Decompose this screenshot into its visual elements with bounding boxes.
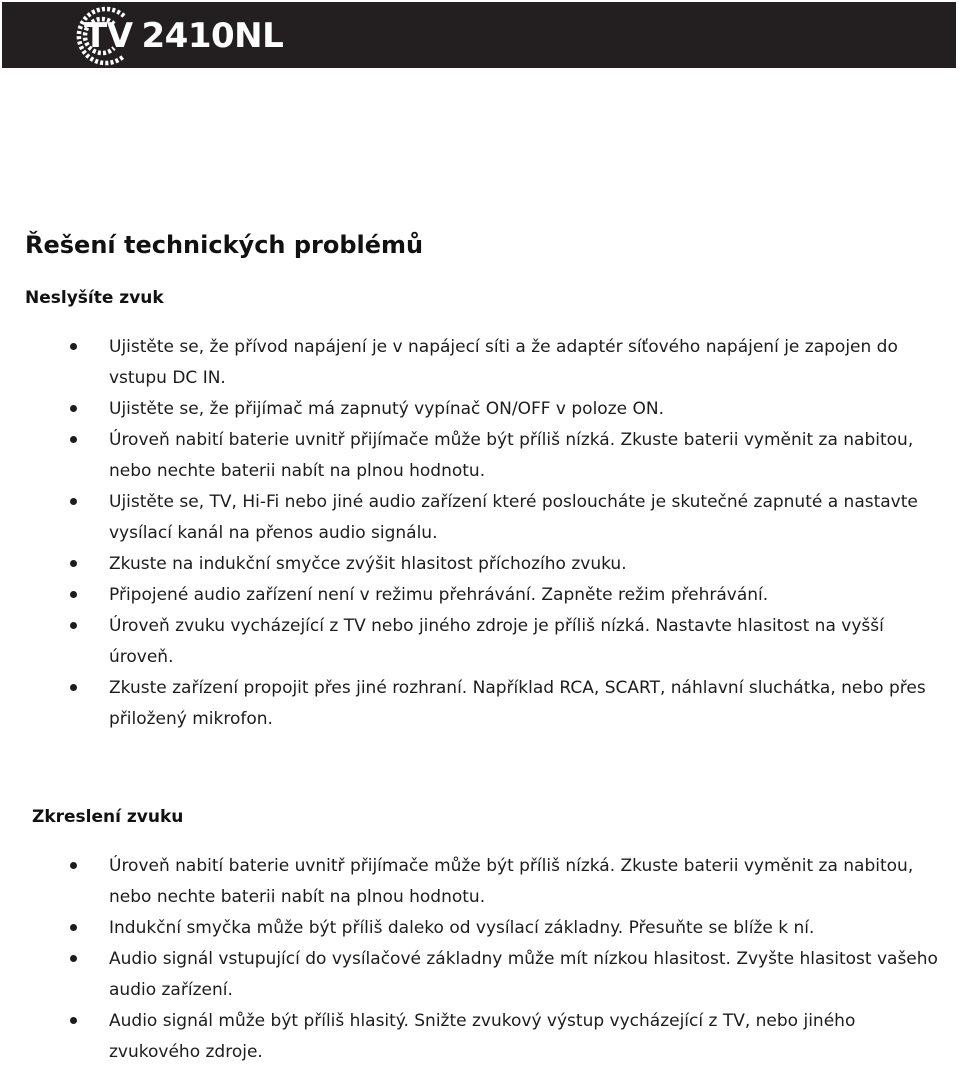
bullet-icon bbox=[70, 343, 77, 350]
list-item: Zkuste zařízení propojit přes jiné rozhraní. Například RCA, SCART, náhlavní sluchátka, nebo přes přiložený mikrofon. bbox=[0, 673, 960, 735]
bullet-icon bbox=[70, 436, 77, 443]
bullet-icon bbox=[70, 684, 77, 691]
bullet-icon bbox=[70, 405, 77, 412]
list-item: Úroveň zvuku vycházející z TV nebo jiného zdroje je příliš nízká. Nastavte hlasitost na vyšší úroveň. bbox=[0, 611, 960, 673]
list-item: Audio signál může být příliš hlasitý. Snižte zvukový výstup vycházející z TV, nebo jiného zvukového zdroje. bbox=[0, 1006, 960, 1068]
bullet-list-no-sound bbox=[0, 332, 960, 735]
bullet-list-distortion bbox=[0, 851, 960, 1068]
bullet-icon bbox=[70, 560, 77, 567]
page-title: Řešení technických problémů bbox=[25, 231, 424, 259]
logo-tv-label: TV bbox=[84, 16, 133, 56]
list-item: Připojené audio zařízení není v režimu přehrávání. Zapněte režim přehrávání. bbox=[0, 580, 960, 611]
bullet-icon bbox=[70, 1017, 77, 1024]
list-item: Ujistěte se, že přijímač má zapnutý vypínač ON/OFF v poloze ON. bbox=[0, 394, 960, 425]
list-item: Audio signál vstupující do vysílačové základny může mít nízkou hlasitost. Zvyšte hlasitost vašeho audio zařízení. bbox=[0, 944, 960, 1006]
list-item: Zkuste na indukční smyčce zvýšit hlasitost příchozího zvuku. bbox=[0, 549, 960, 580]
bullet-icon bbox=[70, 591, 77, 598]
list-item: Úroveň nabití baterie uvnitř přijímače může být příliš nízká. Zkuste baterii vyměnit za nabitou, nebo nechte baterii nabít na plnou hodnotu. bbox=[0, 851, 960, 913]
list-item: Ujistěte se, že přívod napájení je v napájecí síti a že adaptér síťového napájení je zapojen do vstupu DC IN. bbox=[0, 332, 960, 394]
bullet-icon bbox=[70, 862, 77, 869]
bullet-icon bbox=[70, 622, 77, 629]
list-item: Úroveň nabití baterie uvnitř přijímače může být příliš nízká. Zkuste baterii vyměnit za nabitou, nebo nechte baterii nabít na plnou hodnotu. bbox=[0, 425, 960, 487]
list-item: Indukční smyčka může být příliš daleko od vysílací základny. Přesuňte se blíže k ní. bbox=[0, 913, 960, 944]
bullet-icon bbox=[70, 498, 77, 505]
section-heading-distortion: Zkreslení zvuku bbox=[32, 807, 184, 827]
logo-model-label: 2410NL bbox=[141, 16, 284, 56]
bullet-icon bbox=[70, 924, 77, 931]
section-heading-no-sound: Neslyšíte zvuk bbox=[25, 288, 164, 308]
list-item: Ujistěte se, TV, Hi-Fi nebo jiné audio zařízení které posloucháte je skutečné zapnuté a nastavte vysílací kanál na přenos audio signálu. bbox=[0, 487, 960, 549]
brand-logo bbox=[84, 11, 283, 61]
header-bar bbox=[2, 2, 956, 68]
bullet-icon bbox=[70, 955, 77, 962]
